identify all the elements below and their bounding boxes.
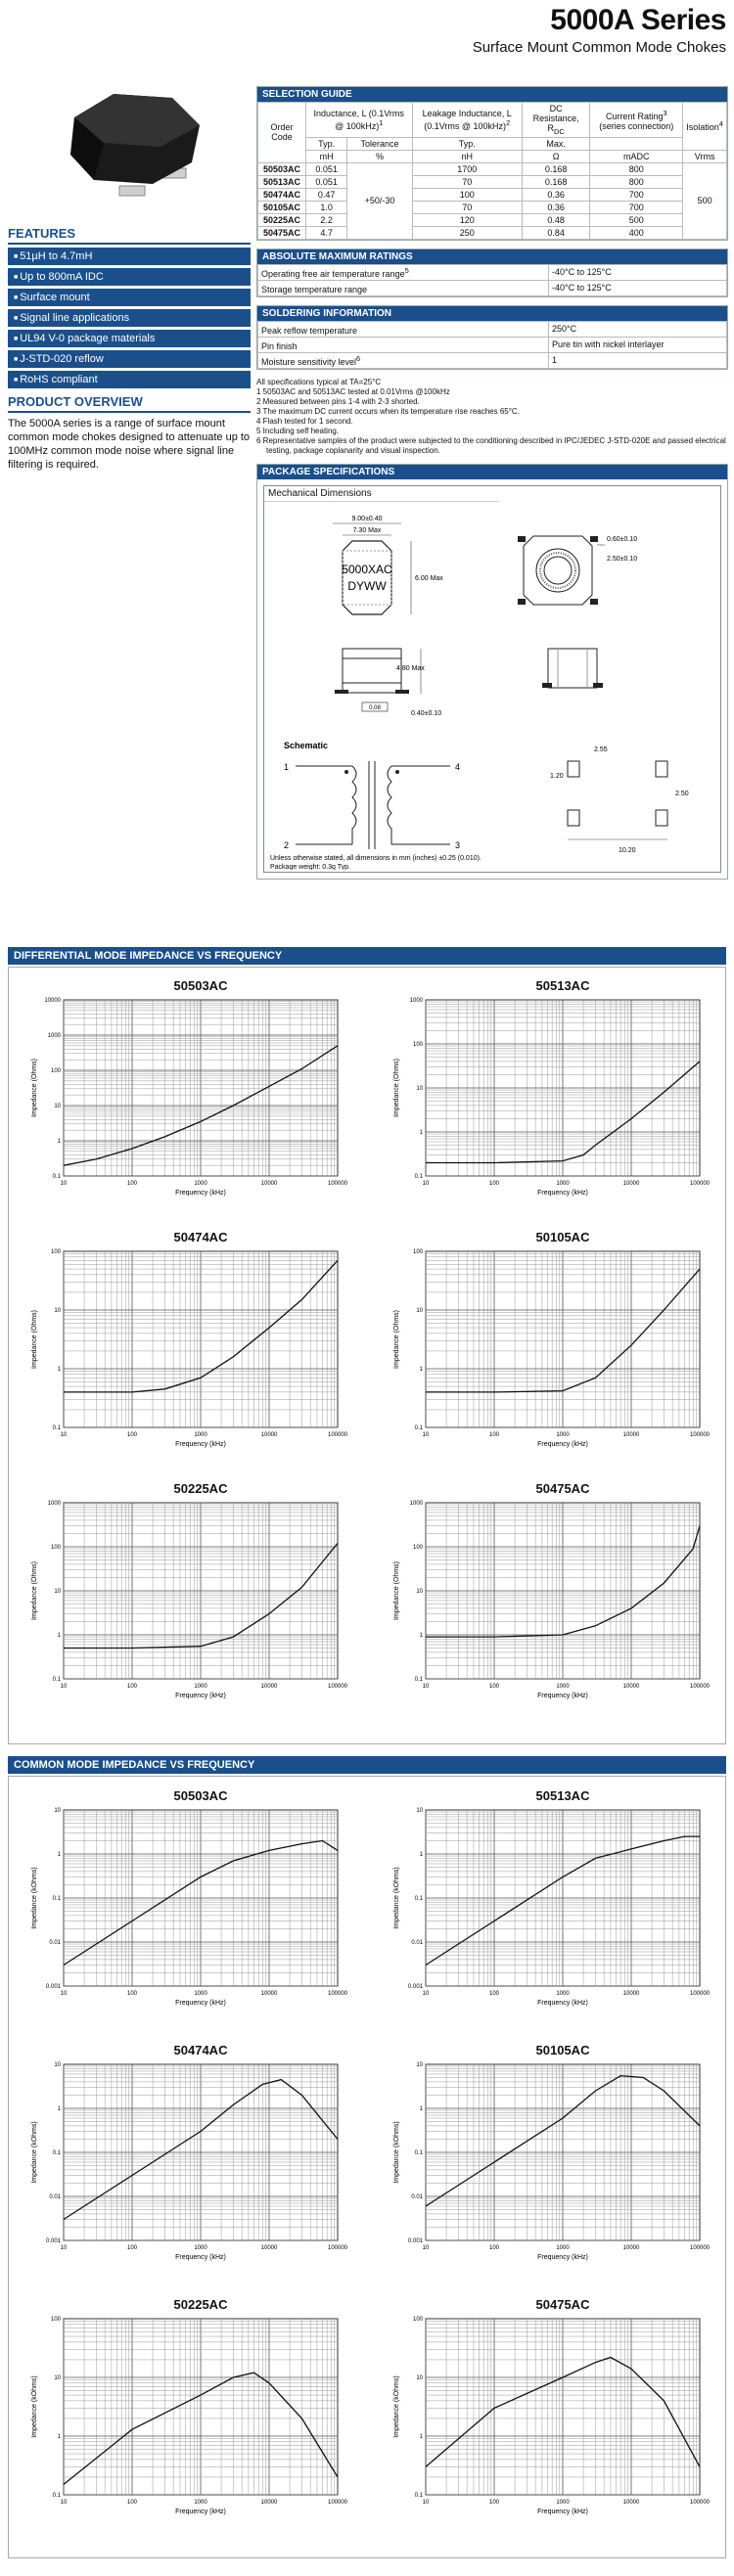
x-axis-label: Frequency (kHz) (175, 2000, 226, 2007)
x-tick-label: 1000 (556, 1991, 570, 1997)
chart-svg (387, 996, 710, 1216)
x-tick-label: 1000 (194, 1991, 207, 1997)
x-tick-label: 100 (126, 2500, 138, 2506)
x-tick-label: 10000 (622, 1684, 640, 1690)
y-tick-label: 0.1 (52, 2493, 61, 2499)
x-tick-label: 10 (422, 1991, 430, 1997)
y-tick-label: 10 (54, 1308, 61, 1314)
y-tick-label: 0.1 (414, 2493, 423, 2499)
dim-label: 2.55 (594, 746, 608, 753)
chart-svg (24, 2315, 347, 2535)
y-tick-label: 10000 (44, 998, 61, 1004)
dim-label: 10.20 (619, 846, 636, 854)
y-axis-label: Impedance (Ohms) (31, 1561, 38, 1620)
y-tick-label: 1 (57, 1633, 61, 1639)
package-heading: PACKAGE SPECIFICATIONS (257, 465, 727, 479)
x-axis-label: Frequency (kHz) (175, 2508, 226, 2515)
dm-heading: DIFFERENTIAL MODE IMPEDANCE VS FREQUENCY (8, 947, 726, 965)
dim-label: 9.00±0.40 (351, 515, 383, 522)
chart-title: 50475AC (535, 2297, 590, 2312)
x-tick-label: 10000 (622, 1991, 640, 1997)
y-tick-label: 1 (57, 1852, 61, 1858)
mechanical-title: Mechanical Dimensions (264, 486, 499, 502)
y-tick-label: 10 (54, 1808, 61, 1814)
x-tick-label: 1000 (194, 1432, 207, 1438)
note-item: 3 The maximum DC current occurs when its temperature rise reaches 65°C. (256, 406, 520, 416)
x-tick-label: 100 (488, 1432, 500, 1438)
schematic-label: Schematic (284, 740, 329, 750)
x-tick-label: 100 (488, 2245, 500, 2251)
table-row: 50105AC 1.0 70 0.36 700 (258, 201, 727, 213)
chart-cm-1 (387, 1788, 734, 2031)
features-list (8, 248, 251, 388)
x-axis-label: Frequency (kHz) (175, 1190, 226, 1197)
flatness-label: 0.08 (369, 704, 381, 711)
col-inductance: Inductance, L (0.1Vrms @ 100kHz)$^1$ (305, 103, 412, 138)
x-tick-label: 10 (60, 1991, 68, 1997)
x-tick-label: 10000 (260, 2245, 278, 2251)
y-tick-label: 0.001 (45, 2238, 61, 2244)
x-tick-label: 10 (422, 1684, 430, 1690)
right-column (256, 86, 728, 887)
y-tick-label: 1 (57, 2434, 61, 2440)
y-tick-label: 1 (419, 1367, 423, 1373)
x-tick-label: 10 (422, 2500, 430, 2506)
unit: mH (305, 150, 346, 162)
x-axis-label: Frequency (kHz) (537, 1693, 588, 1699)
x-tick-label: 100 (488, 1684, 500, 1690)
x-tick-label: 100000 (327, 2245, 347, 2251)
chart-dm-4 (24, 1481, 377, 1724)
soldering-table (257, 321, 727, 369)
y-tick-label: 0.1 (414, 1174, 423, 1180)
feature-item: ■ RoHS compliant (8, 371, 251, 388)
sub-typ: Typ. (412, 137, 522, 150)
x-tick-label: 10 (60, 1684, 68, 1690)
y-axis-label: Impedance (kOhms) (393, 1867, 400, 1929)
feature-item: ■ Surface mount (8, 289, 251, 306)
y-tick-label: 0.01 (49, 1940, 61, 1946)
left-column (8, 78, 251, 472)
sub-tolerance: Tolerance (347, 137, 412, 150)
table-row: Pin finish Pure tin with nickel interlayer (258, 337, 727, 352)
note-item: 1 50503AC and 50513AC tested at 0.01Vrms @100kHz (256, 386, 450, 396)
table-row: 50513AC 0.051 70 0.168 800 (258, 175, 727, 188)
package-footnote: Unless otherwise stated, all dimensions in mm (inches) ±0.25 (0.010). (270, 854, 482, 862)
end-view (542, 649, 603, 688)
x-tick-label: 10 (60, 1432, 68, 1438)
dim-label: 0.40±0.10 (411, 709, 442, 717)
overview-text: The 5000A series is a range of surface mount common mode chokes designed to attenuate up to 100MHz common mode noise where signal line filtering is required. (8, 418, 251, 471)
y-tick-label: 0.1 (414, 1896, 423, 1902)
x-tick-label: 100 (488, 1991, 500, 1997)
chart-title: 50105AC (535, 2043, 590, 2057)
y-tick-label: 100 (412, 1545, 423, 1551)
package-specifications (256, 464, 728, 880)
x-tick-label: 1000 (556, 1432, 570, 1438)
y-tick-label: 10 (416, 2375, 423, 2381)
y-tick-label: 1 (57, 2106, 61, 2112)
tolerance-value: +50/-30 (347, 162, 412, 239)
x-axis-label: Frequency (kHz) (537, 1190, 588, 1197)
x-tick-label: 10000 (260, 1991, 278, 1997)
chart-svg (24, 2060, 347, 2281)
y-tick-label: 10 (416, 1086, 423, 1092)
bottom-view (518, 536, 598, 605)
x-tick-label: 10000 (622, 1432, 640, 1438)
col-isolation: Isolation$^4$ (683, 103, 727, 151)
chart-title: 50513AC (535, 978, 590, 993)
y-tick-label: 100 (50, 2317, 61, 2323)
table-row: 50503AC 0.051 +50/-30 1700 0.168 800 500 (258, 162, 727, 175)
dim-label: 4.80 Max (396, 664, 425, 672)
chart-title: 50474AC (173, 2043, 228, 2057)
x-axis-label: Frequency (kHz) (175, 1441, 226, 1448)
y-tick-label: 10 (54, 2375, 61, 2381)
col-dc-resistance: DC Resistance, $R_{DC}$ (522, 103, 589, 138)
y-tick-label: 100 (412, 1042, 423, 1048)
table-row: Peak reflow temperature 250°C (258, 321, 727, 337)
selection-guide (256, 86, 728, 241)
x-tick-label: 100 (488, 1181, 500, 1187)
x-tick-label: 100000 (327, 1991, 347, 1997)
note-item: 5 Including self heating. (256, 426, 340, 435)
x-tick-label: 100000 (327, 1684, 347, 1690)
y-tick-label: 0.001 (45, 1984, 61, 1990)
y-tick-label: 1 (57, 1139, 61, 1145)
y-axis-label: Impedance (kOhms) (393, 2121, 400, 2184)
y-axis-label: Impedance (kOhms) (31, 2121, 38, 2184)
x-tick-label: 100 (126, 1181, 138, 1187)
x-tick-label: 10000 (622, 2500, 640, 2506)
x-tick-label: 100000 (689, 1432, 710, 1438)
y-tick-label: 1 (419, 1852, 423, 1858)
y-tick-label: 1000 (409, 1501, 423, 1507)
y-tick-label: 10 (416, 1589, 423, 1595)
svg-text:2: 2 (284, 839, 290, 850)
col-leakage: Leakage Inductance, L (0.1Vrms @ 100kHz)$^2$ (412, 103, 522, 138)
y-tick-label: 0.001 (407, 2238, 423, 2244)
y-tick-label: 100 (412, 1249, 423, 1255)
x-tick-label: 10000 (260, 1684, 278, 1690)
table-row: Storage temperature range -40°C to 125°C (258, 280, 727, 295)
x-tick-label: 100000 (689, 1991, 710, 1997)
table-row: 50474AC 0.47 100 0.36 700 (258, 188, 727, 201)
chart-title: 50225AC (173, 2297, 228, 2312)
x-tick-label: 10000 (260, 1432, 278, 1438)
marking-line2: DYWW (347, 578, 387, 593)
table-row: Operating free air temperature range$^5$ -40°C to 125°C (258, 264, 727, 280)
y-axis-label: Impedance (kOhms) (393, 2375, 400, 2438)
x-tick-label: 100000 (689, 2245, 710, 2251)
y-tick-label: 0.01 (49, 2194, 61, 2200)
chart-title: 50513AC (535, 1788, 590, 1803)
y-tick-label: 0.1 (52, 1174, 61, 1180)
overview-heading: PRODUCT OVERVIEW (8, 394, 251, 413)
pcb-footprint (568, 761, 667, 839)
col-current: Current Rating$^3$ (series connection) (590, 103, 683, 138)
unit: % (347, 150, 412, 162)
y-tick-label: 1 (419, 1633, 423, 1639)
chart-cm-5 (387, 2297, 734, 2540)
chart-svg (24, 1247, 347, 1468)
y-tick-label: 1 (57, 1367, 61, 1373)
svg-text:4: 4 (455, 761, 461, 772)
y-tick-label: 100 (50, 1545, 61, 1551)
y-axis-label: Impedance (kOhms) (31, 2375, 38, 2438)
x-axis-label: Frequency (kHz) (537, 2000, 588, 2007)
x-tick-label: 10 (60, 1181, 68, 1187)
x-tick-label: 100000 (689, 1181, 710, 1187)
unit: nH (412, 150, 522, 162)
y-tick-label: 10 (54, 2062, 61, 2068)
x-tick-label: 1000 (194, 2500, 207, 2506)
mechanical-dimensions (263, 485, 721, 873)
chart-title: 50475AC (535, 1481, 590, 1496)
y-tick-label: 10 (416, 2062, 423, 2068)
y-tick-label: 100 (412, 2317, 423, 2323)
x-tick-label: 10 (422, 1181, 430, 1187)
y-axis-label: Impedance (Ohms) (31, 1310, 38, 1369)
component-image (35, 78, 231, 215)
x-tick-label: 100000 (327, 1181, 347, 1187)
soldering-info (256, 305, 728, 370)
y-tick-label: 1000 (409, 998, 423, 1004)
chart-title: 50503AC (173, 978, 228, 993)
x-tick-label: 1000 (556, 1181, 570, 1187)
dim-label: 0.60±0.10 (607, 535, 638, 543)
y-tick-label: 0.1 (52, 2150, 61, 2156)
dim-label: 2.50±0.10 (607, 555, 638, 563)
y-tick-label: 10 (54, 1104, 61, 1109)
dim-label: 1.20 (550, 772, 564, 780)
svg-text:3: 3 (455, 839, 461, 850)
y-tick-label: 10 (416, 1308, 423, 1314)
x-tick-label: 10 (422, 2245, 430, 2251)
y-tick-label: 1 (419, 2106, 423, 2112)
top-view-outline (343, 541, 391, 614)
dim-label: 2.50 (675, 790, 689, 797)
table-row: Moisture sensitivity level$^6$ 1 (258, 352, 727, 368)
y-tick-label: 0.01 (411, 1940, 423, 1946)
x-tick-label: 100000 (689, 2500, 710, 2506)
feature-item: ■ J-STD-020 reflow (8, 350, 251, 368)
chart-svg (387, 2315, 710, 2535)
y-tick-label: 1000 (47, 1033, 61, 1039)
x-axis-label: Frequency (kHz) (175, 1693, 226, 1699)
x-tick-label: 1000 (556, 2245, 570, 2251)
table-row: 50475AC 4.7 250 0.84 400 (258, 226, 727, 239)
x-tick-label: 100000 (689, 1684, 710, 1690)
y-tick-label: 1000 (47, 1501, 61, 1507)
chart-cm-3 (387, 2043, 734, 2285)
page-header (0, 0, 734, 73)
y-tick-label: 10 (416, 1808, 423, 1814)
chart-svg (387, 1247, 710, 1468)
y-axis-label: Impedance (Ohms) (393, 1310, 400, 1369)
x-tick-label: 1000 (556, 2500, 570, 2506)
unit: mADC (590, 150, 683, 162)
chart-cm-4 (24, 2297, 377, 2540)
note-item: 2 Measured between pins 1-4 with 2-3 shorted. (256, 396, 420, 406)
footnotes (256, 378, 728, 456)
isolation-value: 500 (683, 162, 727, 239)
y-axis-label: Impedance (Ohms) (31, 1059, 38, 1117)
features-heading: FEATURES (8, 226, 251, 245)
y-tick-label: 0.01 (411, 2194, 423, 2200)
y-tick-label: 0.1 (414, 1425, 423, 1431)
y-axis-label: Impedance (Ohms) (393, 1561, 400, 1620)
x-tick-label: 100000 (327, 1432, 347, 1438)
x-tick-label: 100 (126, 1991, 138, 1997)
y-tick-label: 1 (419, 1130, 423, 1136)
x-tick-label: 100 (126, 1684, 138, 1690)
sub-typ: Typ. (305, 137, 346, 150)
unit: Ω (522, 150, 589, 162)
y-tick-label: 0.001 (407, 1984, 423, 1990)
chart-cm-2 (24, 2043, 377, 2285)
y-tick-label: 0.1 (414, 2150, 423, 2156)
sub-blank (590, 137, 683, 150)
x-axis-label: Frequency (kHz) (175, 2254, 226, 2261)
absolute-max-ratings (256, 249, 728, 297)
note-item: 4 Flash tested for 1 second. (256, 416, 353, 426)
chart-svg (24, 1499, 347, 1719)
chart-title: 50474AC (173, 1230, 228, 1244)
x-tick-label: 1000 (194, 1181, 207, 1187)
feature-item: ■ Signal line applications (8, 309, 251, 327)
notes-intro: All specifications typical at TA=25°C (256, 377, 382, 386)
table-row: 50225AC 2.2 120 0.48 500 (258, 213, 727, 226)
sub-max: Max. (522, 137, 589, 150)
chart-svg (387, 1806, 710, 2026)
y-tick-label: 1 (419, 2434, 423, 2440)
y-tick-label: 0.1 (52, 1677, 61, 1683)
x-tick-label: 10 (422, 1432, 430, 1438)
x-tick-label: 100 (488, 2500, 500, 2506)
note-item: 6 Representative samples of the product were subjected to the conditioning described in IPC/JEDEC J-STD-020E and passed electrical testing, package coplanarity and visual inspection. (256, 435, 726, 455)
chart-svg (387, 2060, 710, 2281)
y-axis-label: Impedance (kOhms) (31, 1867, 38, 1929)
chart-title: 50225AC (173, 1481, 228, 1496)
x-tick-label: 100 (126, 1432, 138, 1438)
dim-label: 7.30 Max (352, 526, 382, 534)
chart-cm-0 (24, 1788, 377, 2031)
x-tick-label: 10000 (260, 1181, 278, 1187)
chart-title: 50503AC (173, 1788, 228, 1803)
dim-label: 6.00 Max (415, 574, 443, 582)
series-title: 5000A Series (550, 4, 726, 36)
marking-line1: 5000XAC (342, 562, 392, 576)
chart-svg (24, 996, 347, 1216)
feature-item: ■ UL94 V-0 package materials (8, 330, 251, 347)
y-axis-label: Impedance (Ohms) (393, 1059, 400, 1117)
chart-svg (387, 1499, 710, 1719)
x-tick-label: 100 (126, 2245, 138, 2251)
x-tick-label: 1000 (194, 1684, 207, 1690)
y-tick-label: 0.1 (52, 1425, 61, 1431)
mechanical-drawing (264, 502, 722, 870)
x-axis-label: Frequency (kHz) (537, 2508, 588, 2515)
soldering-heading: SOLDERING INFORMATION (257, 306, 727, 321)
chart-dm-3 (387, 1230, 734, 1472)
selection-heading: SELECTION GUIDE (257, 87, 727, 102)
package-weight: Package weight: 0.3g Typ. (270, 863, 350, 870)
cm-heading: COMMON MODE IMPEDANCE VS FREQUENCY (8, 1756, 726, 1774)
feature-item: ■ 51µH to 4.7mH (8, 248, 251, 265)
series-subtitle: Surface Mount Common Mode Chokes (472, 39, 726, 56)
feature-item: ■ Up to 800mA IDC (8, 268, 251, 286)
schematic-diagram (284, 761, 460, 850)
x-tick-label: 10000 (622, 1181, 640, 1187)
x-axis-label: Frequency (kHz) (537, 1441, 588, 1448)
chart-svg (24, 1806, 347, 2026)
unit: Vrms (683, 150, 727, 162)
x-tick-label: 10 (60, 2245, 68, 2251)
chart-title: 50105AC (535, 1230, 590, 1244)
x-axis-label: Frequency (kHz) (537, 2254, 588, 2261)
chart-dm-2 (24, 1230, 377, 1472)
y-tick-label: 100 (50, 1249, 61, 1255)
y-tick-label: 0.1 (414, 1677, 423, 1683)
y-tick-label: 100 (50, 1068, 61, 1074)
x-tick-label: 10 (60, 2500, 68, 2506)
x-tick-label: 10000 (622, 2245, 640, 2251)
x-tick-label: 1000 (194, 2245, 207, 2251)
chart-dm-0 (24, 978, 377, 1221)
x-tick-label: 100000 (327, 2500, 347, 2506)
x-tick-label: 10000 (260, 2500, 278, 2506)
absolute-table (257, 264, 727, 296)
svg-text:1: 1 (284, 761, 290, 772)
x-tick-label: 1000 (556, 1684, 570, 1690)
col-order-code: Order Code (258, 103, 306, 163)
y-tick-label: 10 (54, 1589, 61, 1595)
absolute-heading: ABSOLUTE MAXIMUM RATINGS (257, 249, 727, 264)
selection-table (257, 102, 727, 240)
chart-dm-1 (387, 978, 734, 1221)
y-tick-label: 0.1 (52, 1896, 61, 1902)
chart-dm-5 (387, 1481, 734, 1724)
